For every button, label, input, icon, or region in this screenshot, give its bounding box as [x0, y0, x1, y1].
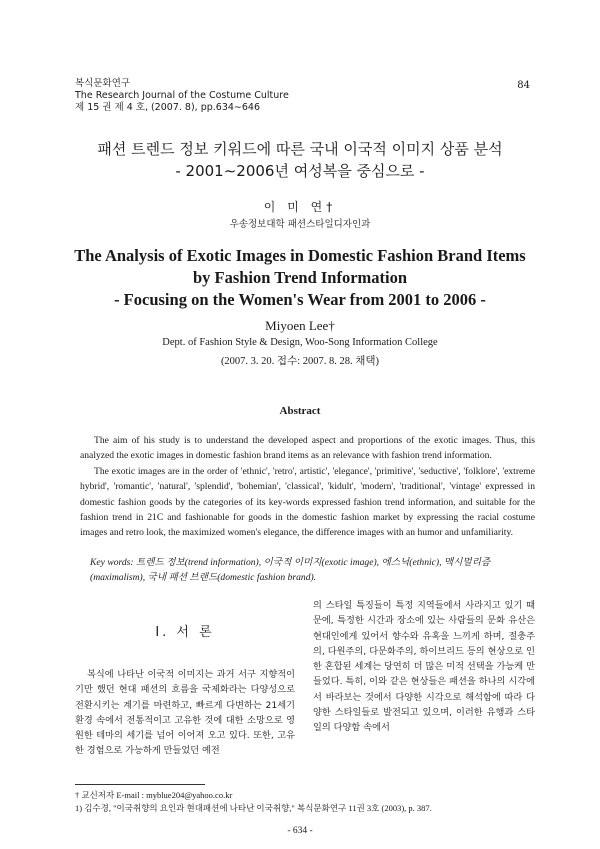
korean-subtitle: - 2001∼2006년 여성복을 중심으로 - — [175, 162, 425, 180]
abstract-heading: Abstract — [279, 405, 321, 417]
journal-name-korean: 복식문화연구 — [75, 78, 131, 89]
abstract-paragraph: The aim of his study is to understand the developed aspect and proportions of the exotic images. Thus, this analyzed the exotic images in domestic fashion brand items as an relevance with fashion trend information. — [80, 435, 535, 462]
body-paragraph: 복식에 나타난 이국적 이미지는 과거 서구 지향적이기만 했던 현대 패션의 흐름을 국제화라는 다양성으로 전환시키는 계기를 마련하고, 빠르게 다변하는 21세기 환경 속에서 전통적이고 고유한 것에 대한 소망으로 영원한 테마의 세기를 넘어 이어져 오고 있다. 또한, 고유한 경험으로 가능하게 만들었던 예전 — [75, 669, 295, 757]
english-affiliation: Dept. of Fashion Style & Design, Woo-Song Information College — [162, 337, 438, 348]
english-title-line-1: The Analysis of Exotic Images in Domestic Fashion Brand Items — [74, 246, 526, 265]
journal-header — [75, 78, 289, 114]
footnote-separator — [75, 784, 205, 785]
korean-affiliation: 우송정보대학 패션스타일디자인과 — [229, 219, 371, 230]
footnote-corresponding-author: † 교신저자 E-mail : myblue204@yahoo.co.kr — [75, 790, 233, 800]
journal-name-english: The Research Journal of the Costume Culture — [75, 90, 289, 101]
footnote-reference: 1) 김수경, "이국취향의 요인과 현대패션에 나타난 이국취향," 복식문화연구 11권 3호 (2003), p. 387. — [75, 803, 432, 813]
body-left-column — [75, 625, 295, 759]
page-number: 84 — [517, 80, 530, 91]
english-author: Miyoen Lee† — [265, 318, 335, 333]
submission-dates: (2007. 3. 20. 접수: 2007. 8. 28. 채택) — [220, 356, 380, 367]
section-heading: I. 서 론 — [155, 625, 215, 640]
keywords: Key words: 트렌드 정보(trend information), 이국적 이미지(exotic image), 에스닉(ethnic), 맥시멀리즘(maximalism), 국내 패션 브랜드(domestic fashion brand). — [90, 557, 491, 584]
abstract-paragraph: The exotic images are in the order of 'ethnic', 'retro', artistic', 'elegance', 'primitive', 'seductive', 'folklore', 'extreme hybrid', 'romantic', 'natural', 'splendid', 'bohemian', 'classical', 'kidult', 'modern', 'traditional', 'vintage' expressed in domestic fashion goods by the categories of its key-words expressed fashion trend information, and suitable for the fashion trend in 21C and fashionable for goods in the domestic fashion market by expressing the racial costume images and retro look, the maximized women's elegance, the difference images with an humor and unfamiliarity. — [80, 465, 535, 539]
body-paragraph: 의 스타일 특징들이 특정 지역들에서 사라지고 있기 때문에, 특정한 시간과 장소에 있는 사람들의 문화 유산은 현대인에게 있어서 향수와 유혹을 느끼게 하며, 절충주의, 다원주의, 다문화주의, 하이브리드 등의 현상으로 인한 혼합된 세계는 당연히 더 많은 미적 선택을 가능케 만들었다. 특히, 이와 같은 현상들은 패션을 하나의 시각에서 바라보는 것에서 다양한 시각으로 해석함에 따라 다양한 스타일들로 발전되고 있으며, 이러한 유행과 스타일의 다양함 속에서 — [313, 600, 535, 734]
korean-title: 패션 트렌드 정보 키워드에 따른 국내 이국적 이미지 상품 분석 — [97, 140, 503, 158]
body-right-column — [313, 598, 535, 736]
volume-info: 제 15 권 제 4 호, (2007. 8), pp.634∼646 — [75, 102, 260, 113]
abstract-body — [80, 433, 535, 541]
page-footer: - 634 - — [287, 826, 313, 836]
english-title-line-2: by Fashion Trend Information — [192, 268, 408, 287]
english-title-line-3: - Focusing on the Women's Wear from 2001 to 2006 - — [114, 290, 486, 309]
korean-author: 이 미 연† — [263, 200, 337, 214]
